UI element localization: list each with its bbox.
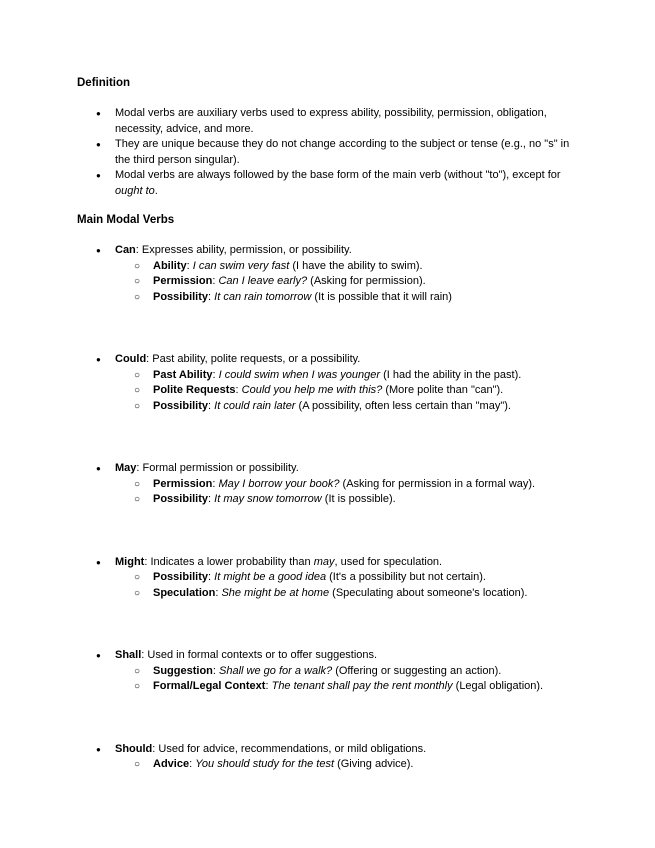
verb-desc: : Past ability, polite requests, or a possibility.	[146, 353, 361, 365]
verb-item-should	[77, 742, 587, 773]
usage-example: You should study for the test	[195, 758, 335, 770]
usage-item: ○ Formal/Legal Context: The tenant shall pay the rent monthly (Legal obligation).	[77, 679, 587, 695]
usage-example: Shall we go for a walk?	[219, 664, 333, 677]
verb-line	[77, 648, 587, 664]
usage-note: (I have the ability to swim).	[289, 259, 423, 272]
usage-example: Could you help me with this?	[241, 384, 383, 396]
usage-label: Ability	[153, 259, 187, 272]
usage-item: ○ Advice: You should study for the test (Giving advice).	[77, 757, 587, 773]
definition-text: Modal verbs are auxiliary verbs used to express ability, possibility, permission, obligation, necessity, advice, and more.	[115, 107, 547, 135]
usage-label: Permission	[153, 275, 213, 287]
usage-note: (It is possible that it will rain)	[311, 290, 452, 303]
usage-example: It can rain tomorrow	[214, 290, 312, 303]
usage-label: Possibility	[153, 493, 209, 505]
definition-text: They are unique because they do not change according to the subject or tense (e.g., no "s" in the third person singular).	[115, 138, 570, 166]
verb-name: Could	[115, 353, 147, 365]
verb-desc-italic: may	[313, 555, 335, 568]
usage-item: ○ Past Ability: I could swim when I was younger (I had the ability in the past).	[77, 368, 587, 384]
usage-example: May I borrow your book?	[218, 477, 340, 490]
definition-bullet	[77, 106, 587, 137]
usage-list	[77, 259, 587, 306]
usage-list	[77, 757, 587, 773]
verb-name: May	[115, 462, 137, 474]
verb-name: Should	[115, 742, 153, 755]
usage-example: It may snow tomorrow	[214, 493, 322, 505]
usage-item: ○ Possibility: It might be a good idea (It's a possibility but not certain).	[77, 570, 587, 586]
usage-label: Speculation	[153, 586, 216, 599]
definition-bullet	[77, 137, 587, 168]
definition-heading: Definition	[77, 77, 131, 89]
verb-item-might	[77, 555, 587, 602]
definition-text: Modal verbs are always followed by the base form of the main verb (without "to"), except for	[115, 169, 561, 181]
usage-note: (Asking for permission in a formal way).	[339, 477, 536, 490]
usage-example: She might be at home	[221, 586, 330, 599]
verb-item-shall	[77, 648, 587, 695]
verb-item-could	[77, 352, 587, 414]
verb-line	[77, 352, 587, 368]
verb-desc: : Indicates a lower probability than	[144, 555, 314, 568]
usage-label: Suggestion	[153, 664, 213, 677]
usage-example: I could swim when I was younger	[218, 368, 381, 381]
usage-note: (Offering or suggesting an action).	[332, 664, 502, 677]
usage-note: (Asking for permission).	[307, 275, 426, 287]
usage-item: ○ Permission: May I borrow your book? (Asking for permission in a formal way).	[77, 477, 587, 493]
verb-line	[77, 742, 587, 758]
verb-desc: , used for speculation.	[334, 555, 443, 568]
usage-label: Polite Requests	[153, 384, 236, 396]
usage-list	[77, 570, 587, 601]
usage-label: Advice	[153, 758, 190, 770]
usage-item: ○ Permission: Can I leave early? (Asking for permission).	[77, 274, 587, 290]
usage-example: Can I leave early?	[218, 275, 308, 287]
usage-example: The tenant shall pay the rent monthly	[271, 680, 453, 692]
usage-note: (Legal obligation).	[452, 680, 544, 692]
usage-item: ○ Ability: I can swim very fast (I have the ability to swim).	[77, 259, 587, 275]
definition-list	[77, 106, 587, 199]
document-page	[77, 76, 587, 773]
usage-note: (I had the ability in the past).	[380, 368, 522, 381]
definition-italic: ought to	[115, 184, 155, 197]
usage-label: Permission	[153, 477, 213, 490]
definition-text: .	[154, 184, 158, 197]
usage-note: (It's a possibility but not certain).	[326, 571, 486, 583]
definition-bullet	[77, 168, 587, 199]
usage-example: I can swim very fast	[192, 259, 290, 272]
usage-label: Possibility	[153, 399, 209, 412]
usage-item: ○ Possibility: It could rain later (A possibility, often less certain than "may").	[77, 399, 587, 415]
verb-item-can	[77, 243, 587, 305]
verb-desc: : Used in formal contexts or to offer suggestions.	[141, 649, 378, 661]
usage-label: Past Ability	[153, 368, 213, 381]
verb-desc: : Expresses ability, permission, or possibility.	[135, 244, 352, 256]
usage-note: (Speculating about someone's location).	[329, 586, 528, 599]
usage-note: (A possibility, often less certain than "may").	[295, 399, 511, 412]
verb-name: Can	[115, 244, 136, 256]
usage-note: (More polite than "can").	[382, 384, 504, 396]
usage-item: ○ Suggestion: Shall we go for a walk? (Offering or suggesting an action).	[77, 664, 587, 680]
usage-list	[77, 477, 587, 508]
usage-list	[77, 664, 587, 695]
usage-example: It might be a good idea	[214, 571, 327, 583]
usage-note: (It is possible).	[321, 493, 396, 505]
usage-example: It could rain later	[214, 399, 296, 412]
usage-item: ○ Speculation: She might be at home (Speculating about someone's location).	[77, 586, 587, 602]
verb-line	[77, 461, 587, 477]
verb-line	[77, 555, 587, 571]
usage-item: ○ Polite Requests: Could you help me with this? (More polite than "can").	[77, 383, 587, 399]
verb-name: Might	[115, 555, 145, 568]
verb-item-may	[77, 461, 587, 508]
usage-label: Formal/Legal Context	[153, 680, 266, 692]
usage-label: Possibility	[153, 290, 209, 303]
usage-label: Possibility	[153, 571, 209, 583]
verb-desc: : Used for advice, recommendations, or mild obligations.	[152, 742, 427, 755]
verb-line	[77, 243, 587, 259]
verb-name: Shall	[115, 649, 142, 661]
usage-list	[77, 368, 587, 415]
usage-item: ○ Possibility: It can rain tomorrow (It is possible that it will rain)	[77, 290, 587, 306]
usage-item: ○ Possibility: It may snow tomorrow (It is possible).	[77, 492, 587, 508]
verb-desc: : Formal permission or possibility.	[136, 462, 299, 474]
main-modal-verbs-heading: Main Modal Verbs	[77, 214, 175, 226]
usage-note: (Giving advice).	[334, 758, 414, 770]
